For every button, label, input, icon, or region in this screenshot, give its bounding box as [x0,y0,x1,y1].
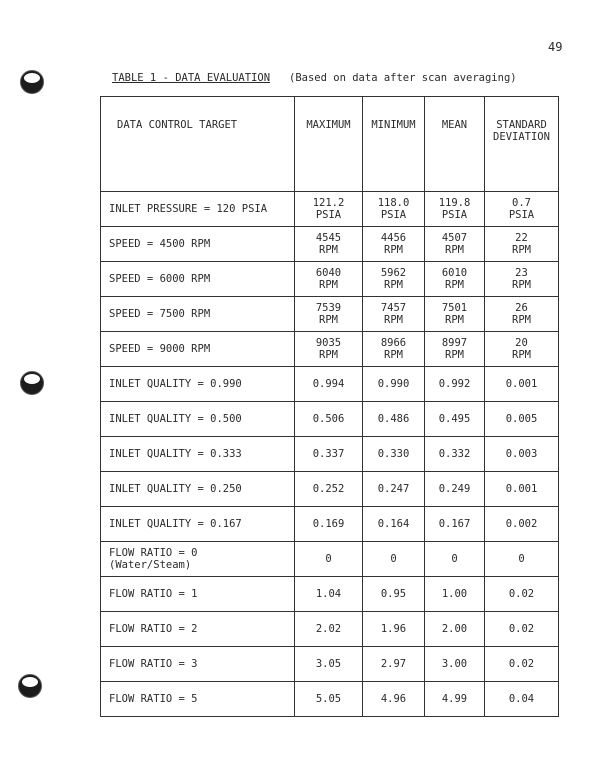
cell-unit: RPM [445,314,464,326]
cell-mean [425,367,485,402]
cell-value: 0.167 [438,518,471,530]
cell-mean [425,297,485,332]
cell-value: 7539 [315,302,342,314]
table-row [101,542,559,577]
row-label [101,402,295,437]
table-row [101,507,559,542]
row-label-text: INLET QUALITY = 0.500 [109,413,242,425]
row-label-text: SPEED = 4500 RPM [109,238,211,250]
cell-value: 2.97 [380,658,407,670]
row-label-text: INLET QUALITY = 0.250 [109,483,242,495]
cell-value: 0.247 [377,483,410,495]
row-label [101,262,295,297]
cell-mean [425,332,485,367]
cell-std-dev [485,507,559,542]
cell-minimum [363,577,425,612]
cell-minimum [363,227,425,262]
header-maximum: MAXIMUM [295,97,363,192]
cell-value: 9035 [315,337,342,349]
cell-std-dev [485,297,559,332]
cell-value: 8966 [380,337,407,349]
cell-mean [425,402,485,437]
cell-maximum [295,472,363,507]
cell-std-dev [485,402,559,437]
cell-mean [425,472,485,507]
cell-value: 0 [518,553,525,565]
cell-value: 0 [325,553,332,565]
cell-maximum [295,227,363,262]
table-title: TABLE 1 - DATA EVALUATION [112,72,271,84]
cell-value: 1.96 [380,623,407,635]
row-label [101,367,295,402]
table-note: (Based on data after scan averaging) [289,72,517,84]
row-label-text: INLET QUALITY = 0.333 [109,448,242,460]
table-row [101,402,559,437]
cell-minimum [363,402,425,437]
row-label-text: INLET QUALITY = 0.990 [109,378,242,390]
cell-value: 3.05 [315,658,342,670]
cell-value: 4.99 [441,693,468,705]
cell-minimum [363,472,425,507]
row-label-text: FLOW RATIO = 2 [109,623,198,635]
cell-maximum [295,367,363,402]
cell-value: 6040 [315,267,342,279]
cell-value: 0.7 [512,197,531,209]
row-label-text: FLOW RATIO = 3 [109,658,198,670]
cell-mean [425,647,485,682]
row-label-text: SPEED = 9000 RPM [109,343,211,355]
cell-minimum [363,192,425,227]
row-label-text: SPEED = 6000 RPM [109,273,211,285]
cell-value: 2.02 [315,623,342,635]
cell-value: 0.332 [438,448,471,460]
cell-unit: RPM [384,314,403,326]
row-label-text: FLOW RATIO = 1 [109,588,198,600]
cell-value: 5962 [380,267,407,279]
cell-mean [425,262,485,297]
cell-minimum [363,297,425,332]
cell-unit: PSIA [441,209,468,221]
cell-value: 0.02 [508,588,535,600]
cell-maximum [295,682,363,717]
cell-unit: PSIA [315,209,342,221]
cell-std-dev [485,437,559,472]
cell-std-dev [485,332,559,367]
cell-unit: RPM [512,244,531,256]
cell-maximum [295,612,363,647]
table-row [101,682,559,717]
cell-minimum [363,437,425,472]
page-number: 49 [548,40,563,54]
cell-minimum [363,332,425,367]
row-label-text: FLOW RATIO = 0 [109,547,198,559]
cell-value: 0.169 [312,518,345,530]
cell-value: 118.0 [377,197,410,209]
cell-minimum [363,507,425,542]
cell-value: 1.00 [441,588,468,600]
cell-value: 0.330 [377,448,410,460]
table-row [101,332,559,367]
cell-unit: PSIA [508,209,535,221]
cell-value: 119.8 [438,197,471,209]
cell-value: 0.249 [438,483,471,495]
cell-std-dev [485,577,559,612]
cell-mean [425,192,485,227]
cell-value: 121.2 [312,197,345,209]
cell-value: 26 [515,302,528,314]
cell-value: 0.994 [312,378,345,390]
cell-value: 1.04 [315,588,342,600]
cell-minimum [363,367,425,402]
cell-unit: RPM [384,349,403,361]
row-label [101,577,295,612]
cell-mean [425,542,485,577]
cell-value: 0.02 [508,658,535,670]
cell-mean [425,577,485,612]
cell-minimum [363,262,425,297]
table-row [101,612,559,647]
cell-minimum [363,612,425,647]
punch-hole-top [20,70,44,94]
cell-value: 5.05 [315,693,342,705]
cell-value: 4.96 [380,693,407,705]
cell-mean [425,612,485,647]
cell-unit: RPM [384,279,403,291]
cell-value: 6010 [441,267,468,279]
cell-value: 0.337 [312,448,345,460]
cell-value: 0.164 [377,518,410,530]
cell-unit: RPM [445,349,464,361]
cell-minimum [363,542,425,577]
cell-unit: RPM [319,244,338,256]
cell-value: 0.486 [377,413,410,425]
cell-unit: RPM [384,244,403,256]
table-row [101,367,559,402]
cell-maximum [295,542,363,577]
punch-hole-middle [20,371,44,395]
cell-value: 7457 [380,302,407,314]
table-row [101,472,559,507]
cell-value: 3.00 [441,658,468,670]
cell-value: 20 [515,337,528,349]
row-sublabel: (Water/Steam) [109,559,192,571]
row-label [101,332,295,367]
cell-maximum [295,402,363,437]
cell-maximum [295,577,363,612]
row-label [101,682,295,717]
cell-maximum [295,507,363,542]
cell-unit: RPM [512,349,531,361]
cell-value: 22 [515,232,528,244]
cell-std-dev [485,472,559,507]
cell-mean [425,227,485,262]
row-label-text: FLOW RATIO = 5 [109,693,198,705]
table-row [101,192,559,227]
cell-std-dev [485,647,559,682]
row-label [101,647,295,682]
cell-value: 0.02 [508,623,535,635]
row-label-text: INLET QUALITY = 0.167 [109,518,242,530]
row-label [101,227,295,262]
table-row [101,297,559,332]
cell-unit: RPM [319,279,338,291]
cell-maximum [295,332,363,367]
cell-std-dev [485,262,559,297]
data-evaluation-table [100,96,559,717]
cell-std-dev [485,367,559,402]
table-row [101,577,559,612]
cell-unit: RPM [319,314,338,326]
row-label-text: INLET PRESSURE = 120 PSIA [109,203,268,215]
header-standard-deviation: STANDARD DEVIATION [485,97,559,192]
cell-value: 4456 [380,232,407,244]
cell-value: 4507 [441,232,468,244]
cell-value: 8997 [441,337,468,349]
header-minimum: MINIMUM [363,97,425,192]
row-label [101,472,295,507]
row-label [101,192,295,227]
cell-value: 0 [390,553,397,565]
table-row [101,262,559,297]
header-row [101,97,559,192]
row-label [101,542,295,577]
cell-value: 0.001 [505,483,538,495]
cell-unit: RPM [512,279,531,291]
cell-unit: RPM [445,279,464,291]
cell-value: 0.95 [380,588,407,600]
table-row [101,647,559,682]
cell-unit: RPM [445,244,464,256]
cell-value: 0.252 [312,483,345,495]
cell-std-dev [485,612,559,647]
cell-mean [425,437,485,472]
cell-maximum [295,262,363,297]
table-row [101,437,559,472]
table-row [101,227,559,262]
cell-value: 0.001 [505,378,538,390]
cell-unit: RPM [319,349,338,361]
cell-mean [425,682,485,717]
header-mean: MEAN [425,97,485,192]
cell-std-dev [485,542,559,577]
cell-minimum [363,682,425,717]
cell-unit: PSIA [380,209,407,221]
cell-value: 0.005 [505,413,538,425]
cell-value: 0.002 [505,518,538,530]
row-label [101,507,295,542]
cell-value: 0 [451,553,458,565]
row-label [101,297,295,332]
cell-maximum [295,297,363,332]
cell-std-dev [485,192,559,227]
cell-value: 0.506 [312,413,345,425]
cell-mean [425,507,485,542]
cell-maximum [295,192,363,227]
cell-value: 0.990 [377,378,410,390]
punch-hole-bottom [18,674,42,698]
cell-value: 2.00 [441,623,468,635]
row-label-text: SPEED = 7500 RPM [109,308,211,320]
cell-maximum [295,647,363,682]
header-data-control-target: DATA CONTROL TARGET [101,97,295,192]
cell-value: 0.04 [508,693,535,705]
row-label [101,437,295,472]
cell-maximum [295,437,363,472]
cell-std-dev [485,227,559,262]
cell-minimum [363,647,425,682]
cell-value: 23 [515,267,528,279]
cell-value: 4545 [315,232,342,244]
cell-value: 7501 [441,302,468,314]
cell-std-dev [485,682,559,717]
cell-value: 0.495 [438,413,471,425]
cell-unit: RPM [512,314,531,326]
cell-value: 0.003 [505,448,538,460]
row-label [101,612,295,647]
table-caption [112,72,517,84]
cell-value: 0.992 [438,378,471,390]
